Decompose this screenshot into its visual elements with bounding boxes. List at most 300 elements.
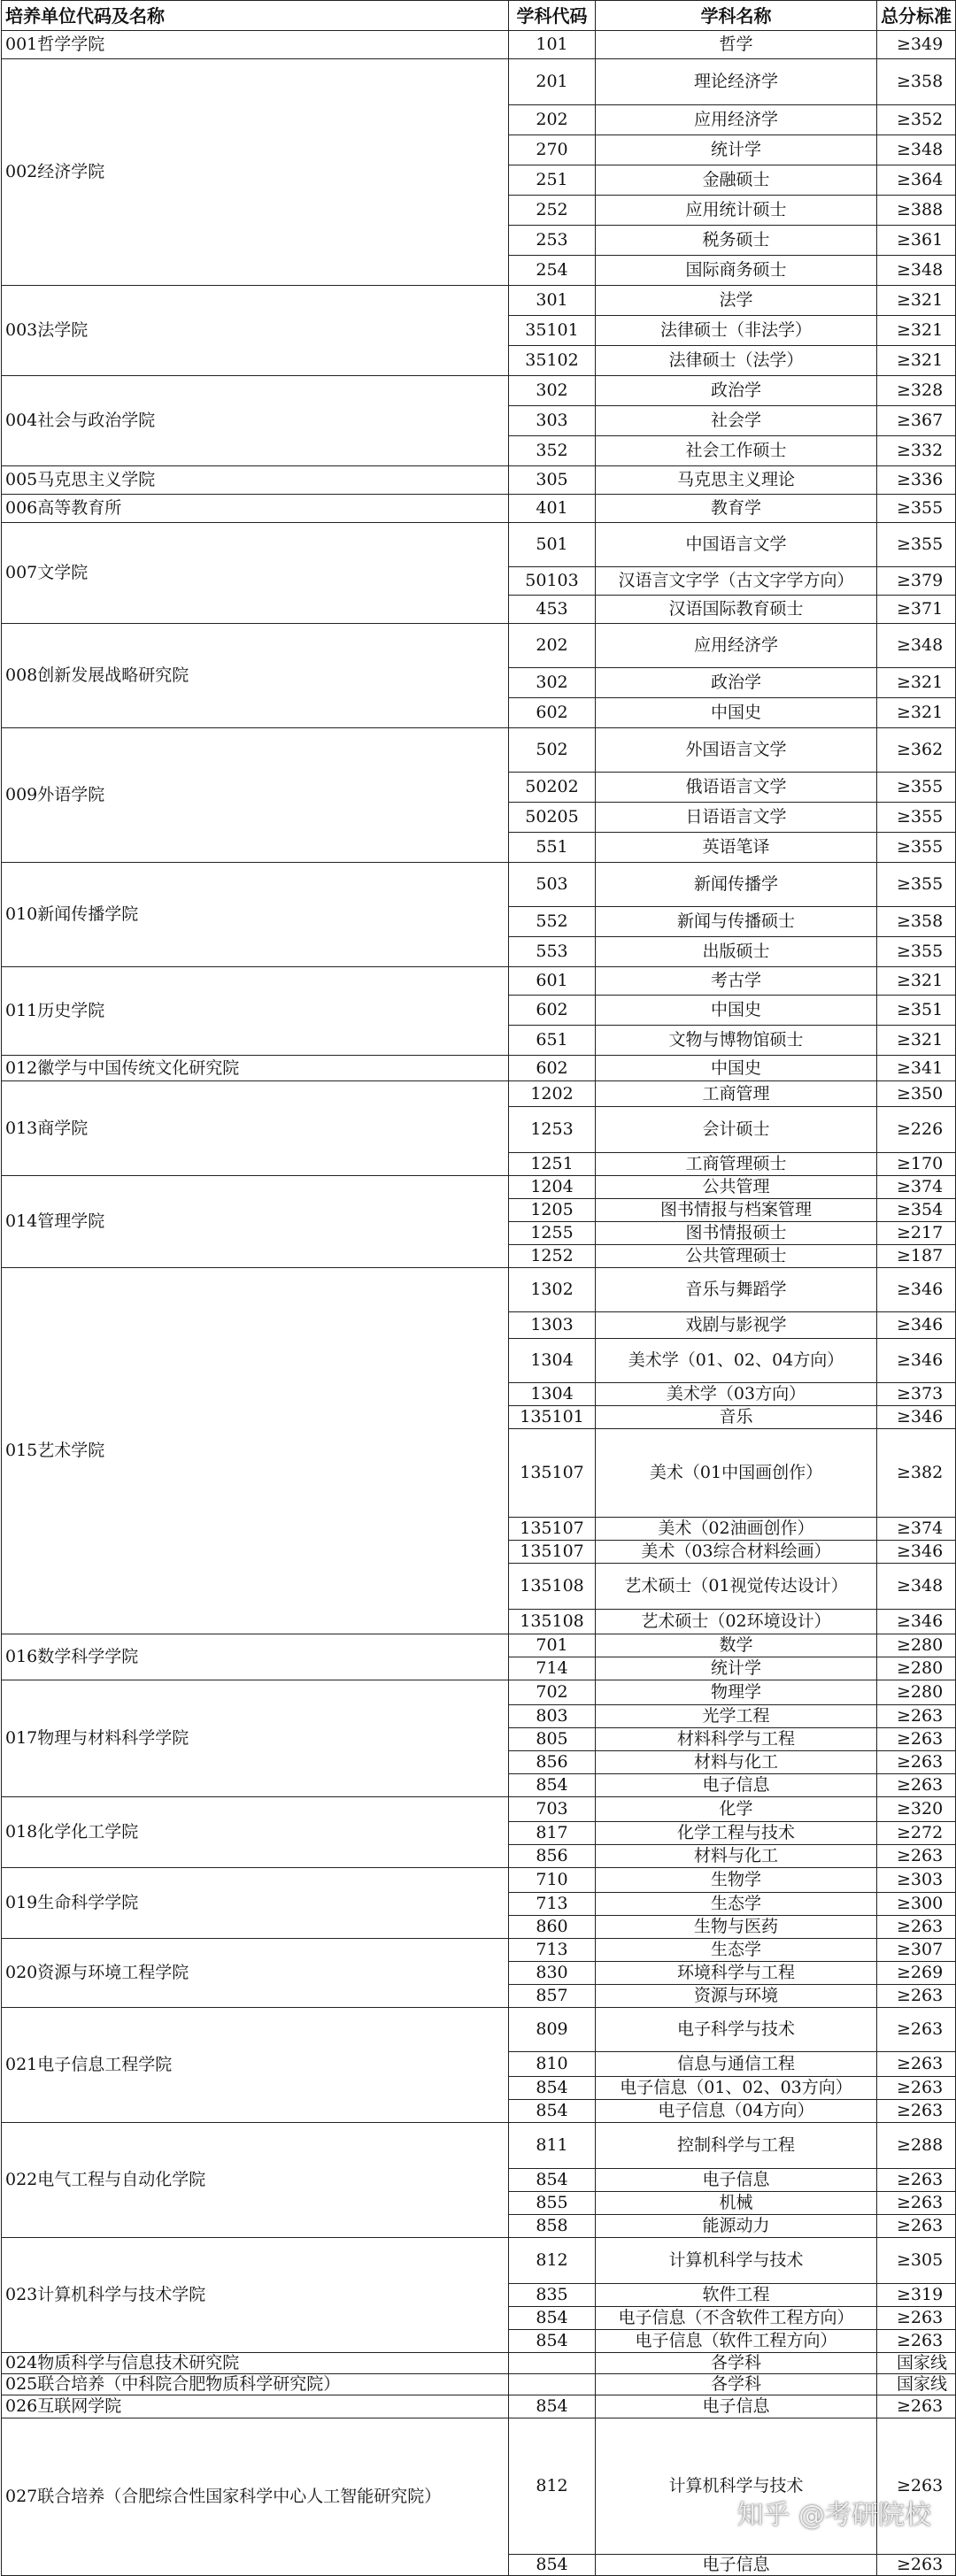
subject-name: 会计硕士 [596, 1107, 877, 1153]
score-threshold: ≥263 [877, 1774, 956, 1797]
subject-name: 法律硕士（法学） [596, 346, 877, 376]
subject-code: 1304 [509, 1339, 596, 1383]
unit-name: 016数学科学学院 [2, 1634, 509, 1680]
subject-code: 302 [509, 376, 596, 406]
subject-name: 理论经济学 [596, 59, 877, 105]
subject-code: 701 [509, 1634, 596, 1657]
subject-name: 外国语言文学 [596, 728, 877, 773]
subject-name: 应用经济学 [596, 105, 877, 135]
subject-name: 电子科学与技术 [596, 2008, 877, 2052]
score-threshold: 国家线 [877, 2353, 956, 2374]
subject-name: 图书情报与档案管理 [596, 1199, 877, 1222]
table-row [2, 624, 956, 668]
score-threshold: ≥170 [877, 1153, 956, 1176]
subject-name: 中国史 [596, 698, 877, 728]
table-row [2, 1634, 956, 1657]
header-score: 总分标准 [877, 1, 956, 31]
subject-code: 305 [509, 466, 596, 495]
subject-name: 电子信息（01、02、03方向） [596, 2077, 877, 2100]
subject-code: 135107 [509, 1429, 596, 1518]
subject-code: 552 [509, 907, 596, 937]
subject-code: 702 [509, 1680, 596, 1705]
score-threshold: ≥355 [877, 803, 956, 833]
subject-code: 135107 [509, 1541, 596, 1564]
score-threshold: ≥373 [877, 1383, 956, 1406]
unit-name: 019生命科学学院 [2, 1868, 509, 1939]
score-threshold: ≥321 [877, 668, 956, 698]
subject-code: 856 [509, 1751, 596, 1774]
subject-name: 材料与化工 [596, 1751, 877, 1774]
unit-name: 013商学院 [2, 1081, 509, 1176]
subject-name: 美术学（01、02、04方向） [596, 1339, 877, 1383]
subject-name: 资源与环境 [596, 1985, 877, 2008]
subject-name: 光学工程 [596, 1705, 877, 1728]
subject-name: 生态学 [596, 1893, 877, 1916]
subject-name: 计算机科学与技术 [596, 2418, 877, 2555]
score-threshold: ≥374 [877, 1176, 956, 1199]
table-row [2, 523, 956, 567]
score-threshold: ≥263 [877, 2192, 956, 2215]
table-row [2, 1797, 956, 1822]
subject-code [509, 2374, 596, 2395]
score-threshold: ≥355 [877, 863, 956, 907]
score-threshold: ≥263 [877, 2169, 956, 2192]
subject-name: 英语笔译 [596, 833, 877, 863]
score-threshold: ≥350 [877, 1081, 956, 1107]
subject-name: 电子信息 [596, 2169, 877, 2192]
subject-name: 美术（03综合材料绘画） [596, 1541, 877, 1564]
unit-name: 020资源与环境工程学院 [2, 1939, 509, 2008]
subject-name: 统计学 [596, 1657, 877, 1680]
subject-code: 809 [509, 2008, 596, 2052]
subject-code: 50202 [509, 773, 596, 803]
score-threshold: ≥346 [877, 1268, 956, 1312]
subject-code: 803 [509, 1705, 596, 1728]
score-threshold: ≥263 [877, 2100, 956, 2123]
score-threshold: ≥361 [877, 226, 956, 256]
score-threshold: ≥321 [877, 316, 956, 346]
subject-code: 714 [509, 1657, 596, 1680]
subject-code: 35101 [509, 316, 596, 346]
subject-code: 50103 [509, 567, 596, 596]
table-row [2, 2418, 956, 2555]
table-row [2, 1268, 956, 1312]
subject-name: 材料科学与工程 [596, 1728, 877, 1751]
score-threshold: ≥187 [877, 1245, 956, 1268]
score-threshold: ≥346 [877, 1312, 956, 1339]
unit-name: 004社会与政治学院 [2, 376, 509, 466]
subject-code: 1253 [509, 1107, 596, 1153]
table-row [2, 2238, 956, 2284]
subject-code: 855 [509, 2192, 596, 2215]
unit-name: 018化学化工学院 [2, 1797, 509, 1868]
score-threshold: ≥263 [877, 2077, 956, 2100]
score-threshold: ≥263 [877, 1916, 956, 1939]
score-threshold: ≥336 [877, 466, 956, 495]
table-row [2, 1176, 956, 1199]
unit-name: 017物理与材料科学学院 [2, 1680, 509, 1797]
subject-code: 135107 [509, 1518, 596, 1541]
score-threshold: ≥321 [877, 286, 956, 316]
subject-name: 考古学 [596, 967, 877, 996]
score-threshold: ≥280 [877, 1680, 956, 1705]
subject-name: 艺术硕士（01视觉传达设计） [596, 1564, 877, 1610]
subject-name: 汉语言文字学（古文字学方向） [596, 567, 877, 596]
subject-code: 860 [509, 1916, 596, 1939]
unit-name: 026互联网学院 [2, 2395, 509, 2418]
unit-name: 007文学院 [2, 523, 509, 624]
subject-code: 811 [509, 2123, 596, 2169]
unit-name: 025联合培养（中科院合肥物质科学研究院） [2, 2374, 509, 2395]
table-row [2, 2374, 956, 2395]
unit-name: 021电子信息工程学院 [2, 2008, 509, 2123]
table-row [2, 495, 956, 523]
score-threshold: ≥263 [877, 1985, 956, 2008]
table-row [2, 2395, 956, 2418]
score-threshold: ≥348 [877, 135, 956, 165]
score-threshold: ≥263 [877, 1705, 956, 1728]
score-threshold: ≥217 [877, 1222, 956, 1245]
subject-code: 352 [509, 436, 596, 466]
subject-name: 生物学 [596, 1868, 877, 1893]
subject-code: 1302 [509, 1268, 596, 1312]
unit-name: 010新闻传播学院 [2, 863, 509, 967]
score-threshold: ≥355 [877, 495, 956, 523]
subject-code: 713 [509, 1893, 596, 1916]
table-row [2, 1939, 956, 1962]
table-row [2, 2008, 956, 2052]
subject-code: 703 [509, 1797, 596, 1822]
subject-code: 135108 [509, 1564, 596, 1610]
score-threshold: ≥388 [877, 196, 956, 226]
table-row [2, 2353, 956, 2374]
subject-code: 602 [509, 1056, 596, 1081]
subject-name: 美术（01中国画创作） [596, 1429, 877, 1518]
score-threshold: ≥288 [877, 2123, 956, 2169]
subject-name: 艺术硕士（02环境设计） [596, 1610, 877, 1634]
subject-code: 453 [509, 596, 596, 624]
subject-code: 856 [509, 1845, 596, 1868]
subject-code: 1205 [509, 1199, 596, 1222]
score-threshold: ≥328 [877, 376, 956, 406]
score-threshold: ≥272 [877, 1822, 956, 1845]
subject-code: 135101 [509, 1406, 596, 1429]
subject-code: 601 [509, 967, 596, 996]
subject-name: 应用经济学 [596, 624, 877, 668]
score-threshold: ≥371 [877, 596, 956, 624]
subject-name: 文物与博物馆硕士 [596, 1026, 877, 1056]
subject-name: 图书情报硕士 [596, 1222, 877, 1245]
table-row [2, 466, 956, 495]
score-threshold: ≥319 [877, 2284, 956, 2307]
subject-code: 805 [509, 1728, 596, 1751]
subject-code: 602 [509, 698, 596, 728]
unit-name: 024物质科学与信息技术研究院 [2, 2353, 509, 2374]
score-threshold: ≥305 [877, 2238, 956, 2284]
subject-code: 35102 [509, 346, 596, 376]
subject-code: 253 [509, 226, 596, 256]
subject-name: 各学科 [596, 2374, 877, 2395]
subject-name: 音乐 [596, 1406, 877, 1429]
subject-code: 854 [509, 1774, 596, 1797]
score-threshold: ≥348 [877, 624, 956, 668]
score-threshold: ≥355 [877, 773, 956, 803]
subject-name: 中国史 [596, 1056, 877, 1081]
unit-name: 023计算机科学与技术学院 [2, 2238, 509, 2353]
subject-code: 1204 [509, 1176, 596, 1199]
score-threshold: ≥358 [877, 907, 956, 937]
subject-name: 电子信息（软件工程方向） [596, 2330, 877, 2353]
subject-code: 830 [509, 1962, 596, 1985]
subject-code: 101 [509, 31, 596, 59]
subject-name: 音乐与舞蹈学 [596, 1268, 877, 1312]
subject-name: 物理学 [596, 1680, 877, 1705]
subject-code: 503 [509, 863, 596, 907]
subject-name: 生物与医药 [596, 1916, 877, 1939]
subject-code: 201 [509, 59, 596, 105]
subject-code: 858 [509, 2215, 596, 2238]
subject-name: 新闻传播学 [596, 863, 877, 907]
subject-name: 金融硕士 [596, 165, 877, 196]
subject-name: 生态学 [596, 1939, 877, 1962]
subject-name: 日语语言文学 [596, 803, 877, 833]
subject-code: 553 [509, 937, 596, 967]
subject-code: 254 [509, 256, 596, 286]
score-threshold: ≥382 [877, 1429, 956, 1518]
subject-code: 501 [509, 523, 596, 567]
score-threshold: ≥332 [877, 436, 956, 466]
unit-name: 006高等教育所 [2, 495, 509, 523]
unit-name: 027联合培养（合肥综合性国家科学中心人工智能研究院） [2, 2418, 509, 2576]
subject-name: 国际商务硕士 [596, 256, 877, 286]
subject-name: 应用统计硕士 [596, 196, 877, 226]
subject-code: 1252 [509, 1245, 596, 1268]
subject-name: 汉语国际教育硕士 [596, 596, 877, 624]
subject-name: 化学工程与技术 [596, 1822, 877, 1845]
subject-name: 新闻与传播硕士 [596, 907, 877, 937]
score-threshold: ≥321 [877, 698, 956, 728]
score-threshold: ≥346 [877, 1339, 956, 1383]
subject-code: 817 [509, 1822, 596, 1845]
table-row [2, 1680, 956, 1705]
subject-code: 812 [509, 2238, 596, 2284]
score-threshold: ≥263 [877, 2395, 956, 2418]
subject-code [509, 2353, 596, 2374]
subject-name: 戏剧与影视学 [596, 1312, 877, 1339]
subject-name: 材料与化工 [596, 1845, 877, 1868]
score-threshold: ≥263 [877, 2052, 956, 2077]
score-threshold: ≥341 [877, 1056, 956, 1081]
subject-name: 教育学 [596, 495, 877, 523]
subject-code: 551 [509, 833, 596, 863]
score-threshold: ≥320 [877, 1797, 956, 1822]
score-threshold: ≥355 [877, 523, 956, 567]
subject-code: 401 [509, 495, 596, 523]
subject-code: 270 [509, 135, 596, 165]
subject-code: 1304 [509, 1383, 596, 1406]
subject-name: 电子信息 [596, 2555, 877, 2576]
subject-code: 713 [509, 1939, 596, 1962]
subject-name: 哲学 [596, 31, 877, 59]
subject-name: 社会学 [596, 406, 877, 436]
score-threshold: ≥269 [877, 1962, 956, 1985]
subject-name: 电子信息（04方向） [596, 2100, 877, 2123]
unit-name: 002经济学院 [2, 59, 509, 286]
subject-name: 法学 [596, 286, 877, 316]
subject-code: 854 [509, 2077, 596, 2100]
subject-name: 化学 [596, 1797, 877, 1822]
subject-code: 202 [509, 105, 596, 135]
unit-name: 022电气工程与自动化学院 [2, 2123, 509, 2238]
subject-name: 社会工作硕士 [596, 436, 877, 466]
table-row [2, 59, 956, 105]
score-threshold: ≥355 [877, 833, 956, 863]
subject-name: 各学科 [596, 2353, 877, 2374]
score-threshold: ≥346 [877, 1541, 956, 1564]
subject-name: 工商管理 [596, 1081, 877, 1107]
subject-code: 303 [509, 406, 596, 436]
subject-code: 1202 [509, 1081, 596, 1107]
subject-code: 854 [509, 2395, 596, 2418]
unit-name: 001哲学学院 [2, 31, 509, 59]
subject-code: 710 [509, 1868, 596, 1893]
subject-name: 工商管理硕士 [596, 1153, 877, 1176]
header-row [2, 1, 956, 31]
score-threshold: ≥374 [877, 1518, 956, 1541]
subject-name: 环境科学与工程 [596, 1962, 877, 1985]
table-row [2, 1868, 956, 1893]
score-threshold: ≥263 [877, 2418, 956, 2555]
subject-code: 651 [509, 1026, 596, 1056]
header-unit: 培养单位代码及名称 [2, 1, 509, 31]
subject-code: 854 [509, 2307, 596, 2330]
table-row [2, 2123, 956, 2169]
header-subject: 学科名称 [596, 1, 877, 31]
unit-name: 008创新发展战略研究院 [2, 624, 509, 728]
unit-name: 003法学院 [2, 286, 509, 376]
subject-name: 软件工程 [596, 2284, 877, 2307]
subject-name: 电子信息 [596, 2395, 877, 2418]
table-row [2, 376, 956, 406]
score-threshold: ≥303 [877, 1868, 956, 1893]
table-row [2, 863, 956, 907]
subject-name: 政治学 [596, 376, 877, 406]
score-threshold: ≥226 [877, 1107, 956, 1153]
score-threshold: ≥263 [877, 2215, 956, 2238]
unit-name: 014管理学院 [2, 1176, 509, 1268]
subject-code: 251 [509, 165, 596, 196]
subject-code: 812 [509, 2418, 596, 2555]
subject-name: 马克思主义理论 [596, 466, 877, 495]
subject-name: 中国语言文学 [596, 523, 877, 567]
unit-name: 012徽学与中国传统文化研究院 [2, 1056, 509, 1081]
score-threshold: ≥263 [877, 2555, 956, 2576]
unit-name: 015艺术学院 [2, 1268, 509, 1634]
score-table [1, 0, 956, 2576]
subject-code: 854 [509, 2330, 596, 2353]
score-threshold: ≥307 [877, 1939, 956, 1962]
table-row [2, 31, 956, 59]
subject-code: 835 [509, 2284, 596, 2307]
subject-code: 202 [509, 624, 596, 668]
subject-name: 美术（02油画创作） [596, 1518, 877, 1541]
subject-name: 税务硕士 [596, 226, 877, 256]
unit-name: 005马克思主义学院 [2, 466, 509, 495]
subject-code: 1251 [509, 1153, 596, 1176]
score-threshold: ≥349 [877, 31, 956, 59]
score-threshold: ≥348 [877, 256, 956, 286]
score-threshold: ≥263 [877, 1751, 956, 1774]
table-row [2, 728, 956, 773]
unit-name: 011历史学院 [2, 967, 509, 1056]
score-threshold: ≥300 [877, 1893, 956, 1916]
score-threshold: ≥263 [877, 1845, 956, 1868]
subject-code: 502 [509, 728, 596, 773]
subject-code: 301 [509, 286, 596, 316]
header-code: 学科代码 [509, 1, 596, 31]
score-threshold: ≥321 [877, 346, 956, 376]
table-row [2, 1081, 956, 1107]
score-threshold: ≥280 [877, 1657, 956, 1680]
score-threshold: ≥346 [877, 1406, 956, 1429]
score-threshold: ≥362 [877, 728, 956, 773]
score-threshold: ≥321 [877, 1026, 956, 1056]
subject-name: 数学 [596, 1634, 877, 1657]
score-threshold: ≥364 [877, 165, 956, 196]
subject-name: 控制科学与工程 [596, 2123, 877, 2169]
subject-code: 252 [509, 196, 596, 226]
subject-name: 计算机科学与技术 [596, 2238, 877, 2284]
subject-code: 135108 [509, 1610, 596, 1634]
score-threshold: ≥358 [877, 59, 956, 105]
score-threshold: ≥351 [877, 996, 956, 1026]
score-threshold: ≥263 [877, 2008, 956, 2052]
subject-name: 公共管理硕士 [596, 1245, 877, 1268]
score-threshold: ≥354 [877, 1199, 956, 1222]
subject-code: 1255 [509, 1222, 596, 1245]
score-threshold: ≥379 [877, 567, 956, 596]
subject-code: 854 [509, 2555, 596, 2576]
table-row [2, 967, 956, 996]
subject-name: 美术学（03方向） [596, 1383, 877, 1406]
table-row [2, 286, 956, 316]
score-threshold: ≥321 [877, 967, 956, 996]
subject-name: 法律硕士（非法学） [596, 316, 877, 346]
subject-code: 810 [509, 2052, 596, 2077]
watermark: 知乎 @考研院校 [736, 2500, 931, 2531]
score-threshold: ≥280 [877, 1634, 956, 1657]
score-threshold: 国家线 [877, 2374, 956, 2395]
subject-code: 854 [509, 2100, 596, 2123]
subject-name: 公共管理 [596, 1176, 877, 1199]
table-row [2, 1056, 956, 1081]
subject-code: 1303 [509, 1312, 596, 1339]
subject-name: 机械 [596, 2192, 877, 2215]
subject-name: 能源动力 [596, 2215, 877, 2238]
subject-name: 电子信息 [596, 1774, 877, 1797]
subject-code: 854 [509, 2169, 596, 2192]
score-threshold: ≥263 [877, 2307, 956, 2330]
score-threshold: ≥263 [877, 1728, 956, 1751]
score-threshold: ≥263 [877, 2330, 956, 2353]
unit-name: 009外语学院 [2, 728, 509, 863]
subject-name: 电子信息（不含软件工程方向） [596, 2307, 877, 2330]
score-threshold: ≥346 [877, 1610, 956, 1634]
score-threshold: ≥355 [877, 937, 956, 967]
subject-code: 857 [509, 1985, 596, 2008]
score-threshold: ≥352 [877, 105, 956, 135]
subject-code: 602 [509, 996, 596, 1026]
